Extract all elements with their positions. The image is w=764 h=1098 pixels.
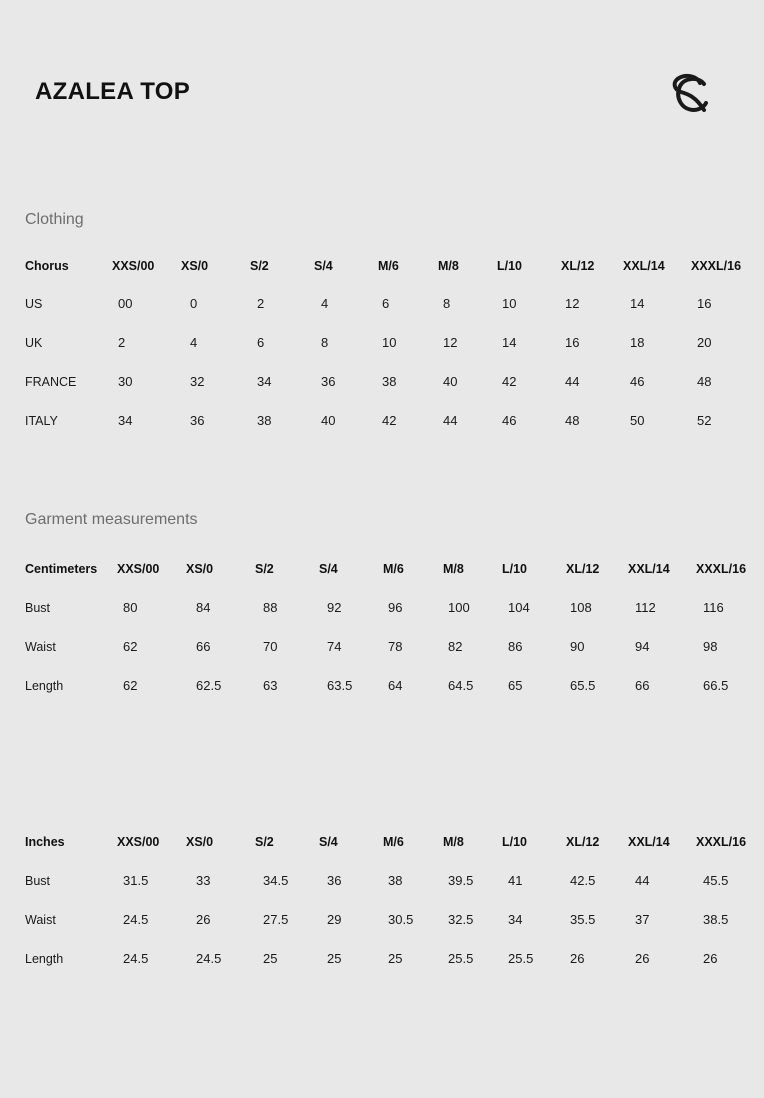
table-cell: 90 [570, 639, 585, 654]
table-cell: 62.5 [196, 678, 222, 693]
size-column-header: XXL/14 [628, 562, 670, 576]
size-column-header: S/4 [319, 835, 338, 849]
table-cell: 18 [630, 335, 645, 350]
size-column-header: M/8 [443, 835, 464, 849]
table-cell: 26 [635, 951, 650, 966]
table-cell: 39.5 [448, 873, 474, 888]
inches-measurement-table [0, 834, 764, 1004]
table-cell: 63.5 [327, 678, 353, 693]
table-cell: 46 [630, 374, 645, 389]
size-column-header: S/2 [250, 259, 269, 273]
table-cell: 46 [502, 413, 517, 428]
table-cell: 30.5 [388, 912, 414, 927]
table-cell: 2 [257, 296, 265, 311]
table-cell: 42 [502, 374, 517, 389]
size-column-header: S/4 [319, 562, 338, 576]
table-cell: 27.5 [263, 912, 289, 927]
table-cell: 88 [263, 600, 278, 615]
table-corner-label: Inches [25, 835, 65, 849]
table-cell: 84 [196, 600, 211, 615]
table-cell: 10 [502, 296, 517, 311]
table-cell: 40 [321, 413, 336, 428]
table-cell: 2 [118, 335, 126, 350]
table-cell: 112 [635, 600, 656, 615]
table-cell: 12 [443, 335, 458, 350]
table-cell: 92 [327, 600, 342, 615]
table-cell: 96 [388, 600, 403, 615]
table-cell: 4 [321, 296, 329, 311]
table-cell: 65.5 [570, 678, 596, 693]
table-cell: 41 [508, 873, 523, 888]
clothing-size-table [0, 258, 764, 428]
table-cell: 25 [327, 951, 342, 966]
size-column-header: XL/12 [561, 259, 595, 273]
table-cell: 64.5 [448, 678, 474, 693]
table-cell: 26 [703, 951, 718, 966]
table-cell: 42.5 [570, 873, 596, 888]
table-cell: 4 [190, 335, 198, 350]
table-cell: 33 [196, 873, 211, 888]
table-cell: 74 [327, 639, 342, 654]
table-cell: 78 [388, 639, 403, 654]
table-cell: 45.5 [703, 873, 729, 888]
page-title: AZALEA TOP [35, 78, 191, 105]
table-cell: 29 [327, 912, 342, 927]
chorus-c-logo-icon [664, 70, 712, 118]
table-cell: 6 [382, 296, 390, 311]
row-label: Waist [25, 640, 56, 654]
table-cell: 32 [190, 374, 205, 389]
row-label: Length [25, 952, 64, 966]
table-cell: 70 [263, 639, 278, 654]
size-column-header: XL/12 [566, 835, 600, 849]
table-cell: 44 [635, 873, 650, 888]
size-column-header: XXXL/16 [691, 259, 742, 273]
table-cell: 40 [443, 374, 458, 389]
table-cell: 8 [321, 335, 329, 350]
table-cell: 63 [263, 678, 278, 693]
table-cell: 10 [382, 335, 397, 350]
row-label: Length [25, 679, 64, 693]
table-cell: 24.5 [196, 951, 222, 966]
row-label: Bust [25, 874, 51, 888]
table-cell: 82 [448, 639, 463, 654]
table-corner-label: Chorus [25, 259, 69, 273]
size-column-header: XS/0 [181, 259, 209, 273]
table-cell: 24.5 [123, 951, 149, 966]
table-cell: 14 [502, 335, 517, 350]
row-label: US [25, 297, 43, 311]
table-cell: 66 [196, 639, 211, 654]
table-cell: 65 [508, 678, 523, 693]
table-cell: 66 [635, 678, 650, 693]
size-column-header: L/10 [497, 259, 523, 273]
size-column-header: M/8 [438, 259, 459, 273]
table-cell: 0 [190, 296, 198, 311]
size-column-header: XS/0 [186, 835, 214, 849]
table-cell: 24.5 [123, 912, 149, 927]
table-cell: 6 [257, 335, 265, 350]
size-column-header: M/8 [443, 562, 464, 576]
table-cell: 25.5 [508, 951, 534, 966]
table-cell: 64 [388, 678, 403, 693]
size-column-header: XXL/14 [628, 835, 670, 849]
size-column-header: XXXL/16 [696, 835, 747, 849]
table-cell: 116 [703, 600, 724, 615]
table-cell: 80 [123, 600, 138, 615]
table-cell: 38 [382, 374, 397, 389]
table-cell: 36 [327, 873, 342, 888]
table-cell: 98 [703, 639, 718, 654]
table-cell: 20 [697, 335, 712, 350]
table-cell: 100 [448, 600, 470, 615]
table-cell: 36 [321, 374, 336, 389]
size-column-header: L/10 [502, 835, 528, 849]
table-cell: 42 [382, 413, 397, 428]
table-cell: 25 [388, 951, 403, 966]
table-cell: 48 [697, 374, 712, 389]
row-label: Bust [25, 601, 51, 615]
size-column-header: M/6 [383, 835, 404, 849]
clothing-section-title: Clothing [25, 211, 84, 228]
table-cell: 31.5 [123, 873, 149, 888]
size-column-header: XXXL/16 [696, 562, 747, 576]
table-cell: 35.5 [570, 912, 596, 927]
size-column-header: XXS/00 [117, 562, 160, 576]
size-column-header: S/2 [255, 562, 274, 576]
table-cell: 66.5 [703, 678, 729, 693]
table-cell: 25.5 [448, 951, 474, 966]
row-label: Waist [25, 913, 56, 927]
table-cell: 16 [697, 296, 712, 311]
table-cell: 25 [263, 951, 278, 966]
table-cell: 34 [257, 374, 272, 389]
table-corner-label: Centimeters [25, 562, 98, 576]
size-column-header: M/6 [383, 562, 404, 576]
table-cell: 30 [118, 374, 133, 389]
table-cell: 36 [190, 413, 205, 428]
table-cell: 8 [443, 296, 451, 311]
table-cell: 48 [565, 413, 580, 428]
table-cell: 38 [257, 413, 272, 428]
size-column-header: S/4 [314, 259, 333, 273]
size-column-header: L/10 [502, 562, 528, 576]
table-cell: 34 [508, 912, 523, 927]
table-cell: 38 [388, 873, 403, 888]
table-cell: 16 [565, 335, 580, 350]
table-cell: 34 [118, 413, 133, 428]
table-cell: 50 [630, 413, 645, 428]
size-column-header: M/6 [378, 259, 399, 273]
size-column-header: XS/0 [186, 562, 214, 576]
table-cell: 12 [565, 296, 580, 311]
size-column-header: XXL/14 [623, 259, 665, 273]
table-cell: 104 [508, 600, 530, 615]
table-cell: 37 [635, 912, 650, 927]
measurements-section-title: Garment measurements [25, 511, 198, 528]
table-cell: 26 [196, 912, 211, 927]
table-cell: 52 [697, 413, 712, 428]
size-column-header: XXS/00 [117, 835, 160, 849]
table-cell: 14 [630, 296, 645, 311]
table-cell: 26 [570, 951, 585, 966]
row-label: ITALY [25, 414, 58, 428]
size-column-header: XL/12 [566, 562, 600, 576]
table-cell: 38.5 [703, 912, 729, 927]
size-column-header: XXS/00 [112, 259, 155, 273]
row-label: FRANCE [25, 375, 77, 389]
table-cell: 34.5 [263, 873, 289, 888]
table-cell: 94 [635, 639, 650, 654]
table-cell: 62 [123, 678, 138, 693]
row-label: UK [25, 336, 43, 350]
centimeters-measurement-table [0, 561, 764, 731]
table-cell: 00 [118, 296, 133, 311]
table-cell: 86 [508, 639, 523, 654]
table-cell: 44 [565, 374, 580, 389]
table-cell: 108 [570, 600, 592, 615]
size-column-header: S/2 [255, 835, 274, 849]
table-cell: 44 [443, 413, 458, 428]
table-cell: 32.5 [448, 912, 474, 927]
table-cell: 62 [123, 639, 138, 654]
